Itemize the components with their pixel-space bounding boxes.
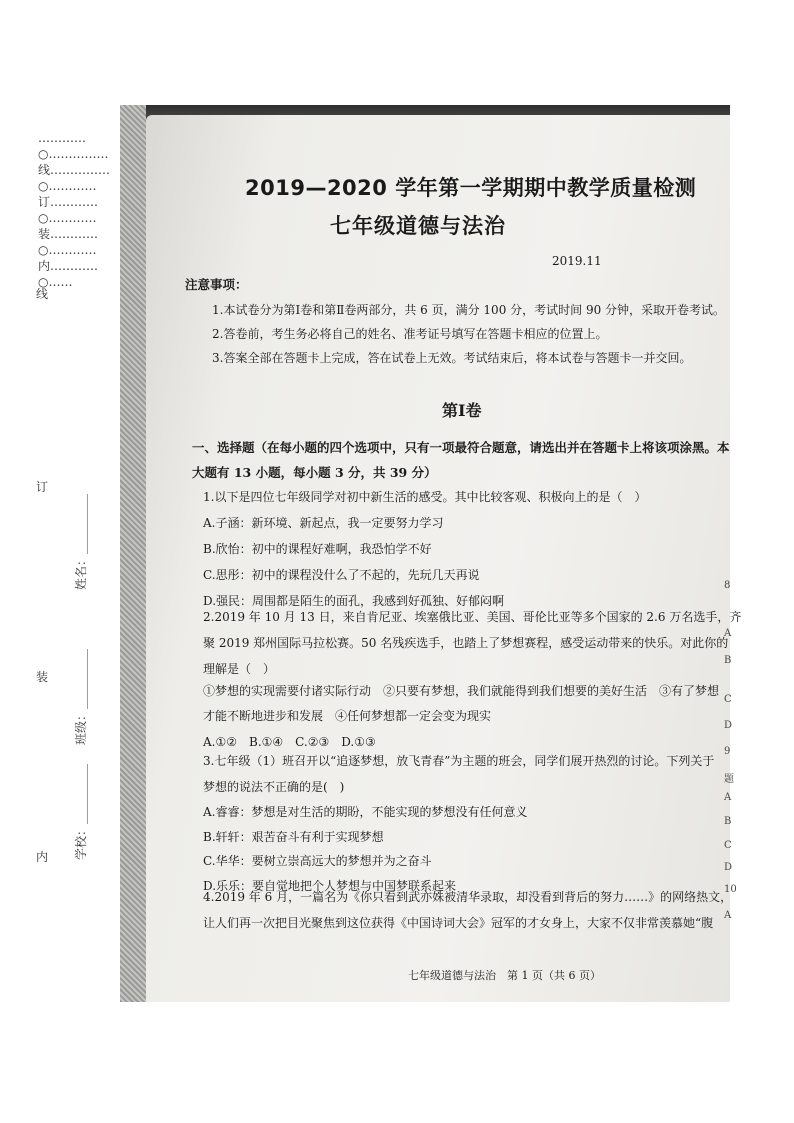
section-heading-cont: 大题有 13 小题，每小题 3 分，共 39 分） [192, 465, 437, 480]
question-3-option-a: A.睿睿：梦想是对生活的期盼，不能实现的梦想没有任何意义 [203, 805, 528, 819]
exam-title: 2019—2020 学年第一学期期中教学质量检测 [245, 176, 697, 200]
binding-word-pack: 装 [36, 670, 49, 684]
volume-heading: 第Ⅰ卷 [442, 401, 482, 420]
binding-word-line: 线 [36, 287, 49, 301]
edge-mark: B [724, 816, 732, 827]
edge-mark: 9 [724, 746, 731, 757]
question-3-stem-cont: 梦想的说法不正确的是( ) [203, 780, 345, 794]
edge-mark: D [724, 862, 733, 873]
school-field: 学校：__________ [74, 763, 88, 860]
exam-date: 2019.11 [552, 254, 602, 268]
edge-mark: A [724, 628, 732, 639]
edge-mark: 8 [724, 580, 731, 591]
question-1-option-d: D.强民：周围都是陌生的面孔，我感到好孤独、好郁闷啊 [203, 594, 505, 608]
edge-mark: A [724, 910, 732, 921]
question-3-option-d: D.乐乐：要自觉地把个人梦想与中国梦联系起来 [203, 879, 457, 893]
question-2-statements: ①梦想的实现需要付诸实际行动 ②只要有梦想，我们就能得到我们想要的美好生活 ③有了梦想 [203, 684, 720, 698]
section-heading: 一、选择题（在每小题的四个选项中，只有一项最符合题意，请选出并在答题卡上将该项涂黑。本 [192, 440, 730, 455]
edge-mark: A [724, 792, 732, 803]
binding-dotted-line: …………○……………线……………○…………订…………○…………装…………○…………内…………○…… [38, 131, 111, 289]
question-1-option-b: B.欣怡：初中的课程好难啊，我恐怕学不好 [203, 542, 432, 556]
binding-word-bind: 订 [36, 480, 49, 494]
question-2-choices: A.①② B.①④ C.②③ D.①③ [203, 735, 376, 749]
edge-mark: 题 [724, 774, 734, 785]
question-3-option-b: B.轩轩：艰苦奋斗有利于实现梦想 [203, 830, 384, 844]
notice-item: 3.答案全部在答题卡上完成，答在试卷上无效。考试结束后，将本试卷与答题卡一并交回。 [212, 351, 692, 365]
edge-mark: 10 [724, 884, 737, 895]
question-2-stem-end: 理解是（ ） [203, 662, 276, 676]
question-1-option-c: C.思彤：初中的课程没什么了不起的，先玩几天再说 [203, 568, 480, 582]
question-4-stem-cont: 让人们再一次把目光聚焦到这位获得《中国诗词大会》冠军的才女身上，大家不仅非常羡慕她“腹 [203, 916, 714, 930]
question-2-stem: 2.2019 年 10 月 13 日，来自肯尼亚、埃塞俄比亚、美国、哥伦比亚等多个国家的 2.6 万名选手，齐 [203, 610, 742, 624]
page-footer: 七年级道德与法治 第 1 页（共 6 页） [408, 969, 601, 982]
binding-word-inside: 内 [36, 850, 49, 864]
notice-heading: 注意事项： [185, 277, 248, 292]
name-field: 姓名：__________ [74, 493, 88, 590]
notice-item: 2.答卷前，考生务必将自己的姓名、准考证号填写在答题卡相应的位置上。 [212, 327, 608, 341]
question-1-stem: 1.以下是四位七年级同学对初中新生活的感受。其中比较客观、积极向上的是（ ） [203, 490, 647, 504]
question-3-stem: 3.七年级（1）班召开以“追逐梦想，放飞青春”为主题的班会，同学们展开热烈的讨论。下列关于 [203, 754, 715, 768]
question-4-stem: 4.2019 年 6 月，一篇名为《你只看到武亦姝被清华录取，却没看到背后的努力……》的网络热文， [203, 890, 733, 904]
question-2-statements-cont: 才能不断地进步和发展 ④任何梦想都一定会变为现实 [203, 709, 492, 723]
question-2-stem-cont: 聚 2019 郑州国际马拉松赛。50 名残疾选手，也踏上了梦想赛程，感受运动带来的快乐。对此你的 [203, 636, 729, 650]
notice-item: 1.本试卷分为第Ⅰ卷和第Ⅱ卷两部分，共 6 页，满分 100 分，考试时间 90 分钟，采取开卷考试。 [212, 303, 726, 317]
edge-mark: D [724, 720, 733, 731]
binding-strip [120, 105, 146, 1002]
edge-mark: C [724, 694, 732, 705]
class-field: 班级：__________ [74, 648, 88, 745]
question-3-option-c: C.华华：要树立崇高远大的梦想并为之奋斗 [203, 854, 432, 868]
question-1-option-a: A.子涵：新环境、新起点，我一定要努力学习 [203, 516, 444, 530]
edge-mark: C [724, 840, 732, 851]
exam-subject: 七年级道德与法治 [330, 214, 506, 238]
edge-mark: B [724, 655, 732, 666]
